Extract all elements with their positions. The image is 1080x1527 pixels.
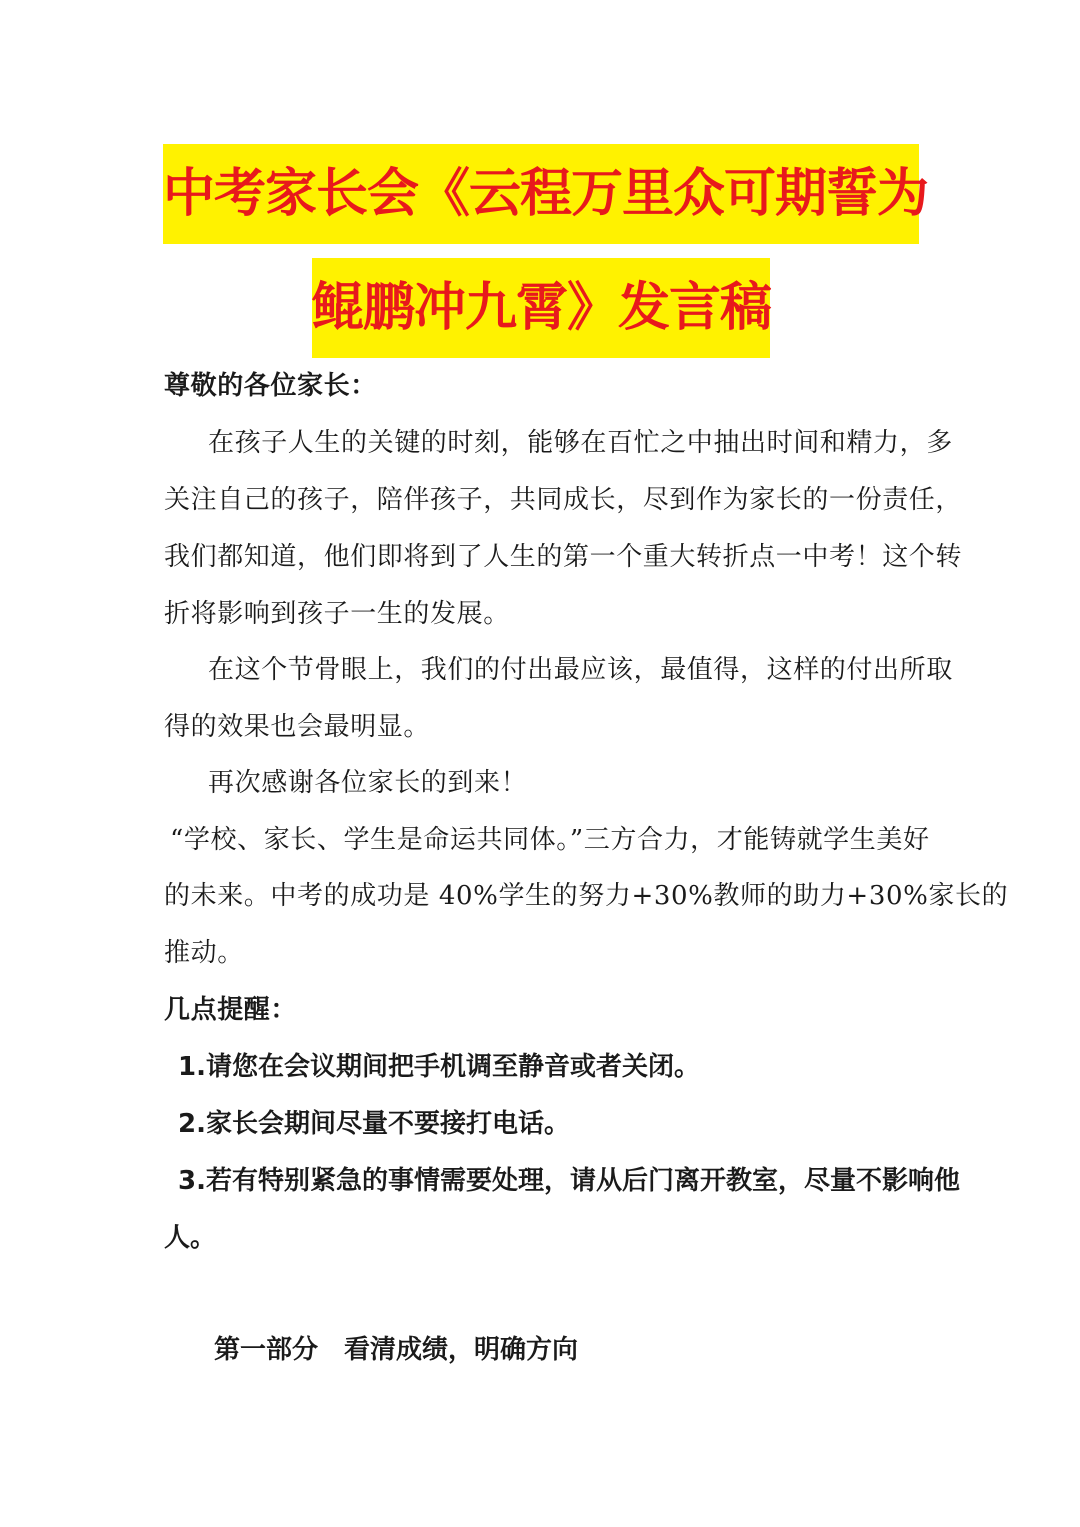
section-title: 看清成绩，明确方向	[344, 1335, 579, 1365]
salutation: 尊敬的各位家长：	[164, 371, 377, 401]
paragraph-2-line-2: 得的效果也会最明显。	[164, 712, 431, 742]
reminder-item-2: 2.家长会期间尽量不要接打电话。	[178, 1109, 570, 1139]
section-label: 第一部分	[214, 1335, 319, 1365]
title-line-1: 中考家长会《云程万里众可期誓为	[163, 144, 919, 244]
reminder-item-3-continued: 人。	[164, 1223, 217, 1253]
reminder-item-3: 3.若有特别紧急的事情需要处理，请从后门离开教室，尽量不影响他	[178, 1166, 960, 1196]
paragraph-4-line-2: 的未来。中考的成功是 40%学生的努力+30%教师的助力+30%家长的	[164, 881, 1009, 911]
reminder-item-1: 1.请您在会议期间把手机调至静音或者关闭。	[178, 1052, 700, 1082]
paragraph-1-line-3: 我们都知道，他们即将到了人生的第一个重大转折点一中考！这个转	[164, 542, 963, 572]
paragraph-3-line-1: 再次感谢各位家长的到来！	[208, 768, 528, 798]
paragraph-4-line-1: “学校、家长、学生是命运共同体。”三方合力，才能铸就学生美好	[170, 825, 930, 855]
paragraph-1-line-4: 折将影响到孩子一生的发展。	[164, 599, 510, 629]
paragraph-4-line-3: 推动。	[164, 938, 244, 968]
paragraph-1-line-1: 在孩子人生的关键的时刻，能够在百忙之中抽出时间和精力，多	[208, 428, 953, 458]
paragraph-1-line-2: 关注自己的孩子，陪伴孩子，共同成长，尽到作为家长的一份责任，	[164, 485, 963, 515]
section-heading	[214, 1322, 578, 1379]
reminders-heading: 几点提醒：	[164, 995, 298, 1025]
title-line-2: 鲲鹏冲九霄》发言稿	[312, 258, 770, 358]
paragraph-2-line-1: 在这个节骨眼上，我们的付出最应该，最值得，这样的付出所取	[208, 655, 953, 685]
